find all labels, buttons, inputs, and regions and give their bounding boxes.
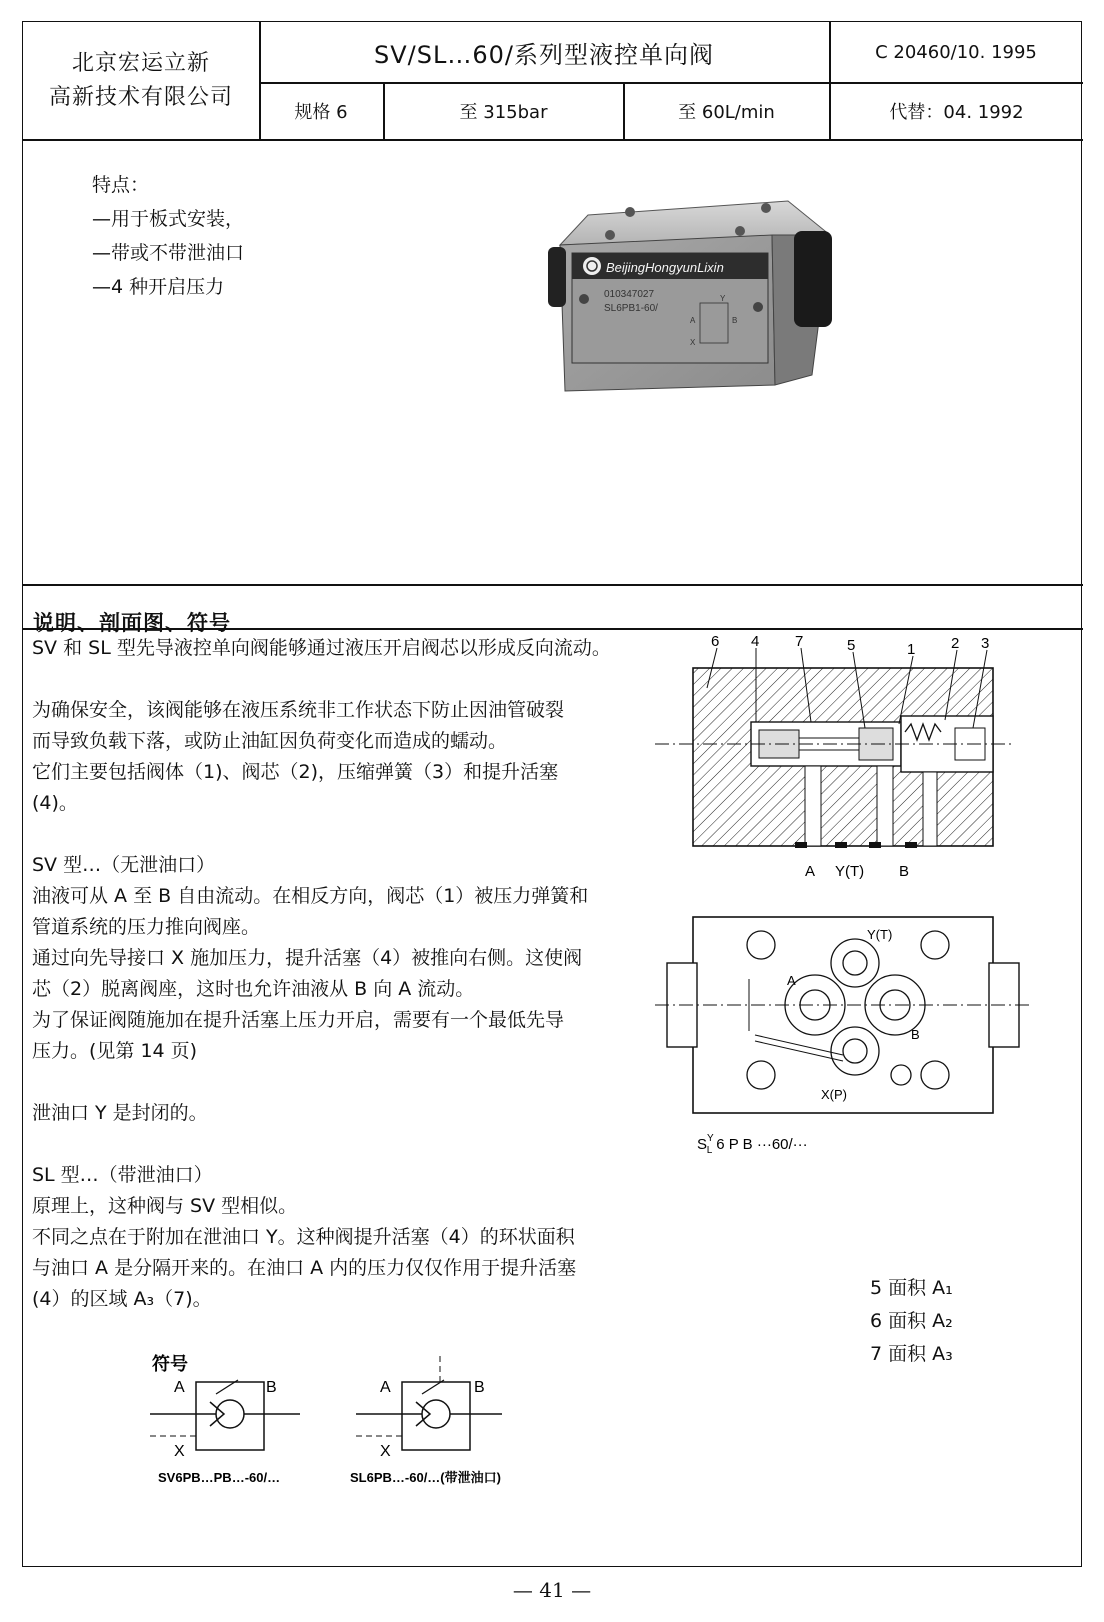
divider <box>23 584 1083 586</box>
feature-item: —带或不带泄油口 <box>92 242 245 264</box>
paragraph-line: 通过向先导接口 X 施加压力，提升活塞（4）被推向右侧。这使阀 <box>32 947 583 969</box>
hydraulic-symbols <box>140 1350 560 1490</box>
callout-2: 2 <box>951 635 960 652</box>
caption-sub: L <box>706 1145 713 1155</box>
left-symbol-caption: SV6PB…PB…-60/… <box>158 1470 281 1485</box>
left-port-a: A <box>174 1379 185 1396</box>
photo-port-a: A <box>690 316 696 325</box>
port-view-a: A <box>787 973 796 988</box>
callout-3: 3 <box>981 635 990 652</box>
area-item: 5 面积 A₁ <box>870 1277 953 1299</box>
company-line-2: 高新技术有限公司 <box>48 84 233 110</box>
company-line-1: 北京宏运立新 <box>71 50 210 76</box>
caption-sup: Y <box>707 1133 714 1144</box>
port-view-y: Y(T) <box>867 927 893 942</box>
photo-port-x: X <box>690 338 696 347</box>
paragraph-line: 原理上，这种阀与 SV 型相似。 <box>32 1195 298 1217</box>
port-view-x: X(P) <box>821 1087 847 1102</box>
description-text <box>32 633 672 1315</box>
caption-base: S <box>697 1136 708 1153</box>
port-y-label: Y(T) <box>835 863 865 880</box>
product-photo <box>540 195 850 395</box>
paragraph-line: (4）的区域 A₃（7)。 <box>32 1288 212 1310</box>
right-port-a: A <box>380 1379 391 1396</box>
spec-pressure: 至 315bar <box>459 101 548 123</box>
replaces-date: 代替：04. 1992 <box>889 101 1024 123</box>
sectional-drawing <box>655 632 1035 892</box>
area-item: 7 面积 A₃ <box>870 1343 953 1365</box>
right-symbol-caption: SL6PB…-60/…(带泄油口) <box>350 1470 501 1485</box>
paragraph-line: 管道系统的压力推向阀座。 <box>32 916 261 938</box>
port-a-label: A <box>805 863 816 880</box>
paragraph-line: 为了保证阀随施加在提升活塞上压力开启，需要有一个最低先导 <box>32 1009 565 1031</box>
page-number: — 41 — <box>512 1578 592 1602</box>
paragraph-line: 为确保安全，该阀能够在液压系统非工作状态下防止因油管破裂 <box>32 699 565 721</box>
right-port-b: B <box>474 1379 485 1396</box>
section-title: 说明、剖面图、符号 <box>33 611 231 635</box>
paragraph-line: SL 型…（带泄油口） <box>32 1164 213 1186</box>
paragraph-line: (4)。 <box>32 792 78 814</box>
port-view-caption <box>697 1133 808 1155</box>
model-label: SL6PB1-60/ <box>604 303 658 314</box>
callout-5: 5 <box>847 637 856 654</box>
paragraph-line: 它们主要包括阀体（1)、阀芯（2)，压缩弹簧（3）和提升活塞 <box>32 761 559 783</box>
left-port-x: X <box>174 1443 185 1460</box>
paragraph-line: 不同之点在于附加在泄油口 Y。这种阀提升活塞（4）的环状面积 <box>32 1226 575 1248</box>
callout-4: 4 <box>751 633 760 650</box>
page-title: SV/SL…60/系列型液控单向阀 <box>374 40 714 69</box>
paragraph-line: 与油口 A 是分隔开来的。在油口 A 内的压力仅仅作用于提升活塞 <box>32 1257 577 1279</box>
port-view-drawing <box>655 905 1035 1155</box>
callout-1: 1 <box>907 641 916 658</box>
spec-flow: 至 60L/min <box>678 101 775 123</box>
left-port-b: B <box>266 1379 277 1396</box>
callout-7: 7 <box>795 633 804 650</box>
area-legend <box>870 1272 953 1371</box>
paragraph-line: SV 和 SL 型先导液控单向阀能够通过液压开启阀芯以形成反向流动。 <box>32 637 611 659</box>
feature-item: —用于板式安装， <box>92 208 245 230</box>
features-heading: 特点： <box>92 174 150 196</box>
photo-port-b: B <box>732 316 738 325</box>
paragraph-line: 而导致负载下落，或防止油缸因负荷变化而造成的蠕动。 <box>32 730 508 752</box>
spec-size: 规格 6 <box>294 101 348 123</box>
callout-6: 6 <box>711 633 720 650</box>
area-item: 6 面积 A₂ <box>870 1310 953 1332</box>
brand-label: BeijingHongyunLixin <box>606 260 724 275</box>
photo-port-y: Y <box>720 294 726 303</box>
paragraph-line: 泄油口 Y 是封闭的。 <box>32 1102 208 1124</box>
company-name <box>23 22 259 139</box>
paragraph-line: 芯（2）脱离阀座，这时也允许油液从 B 向 A 流动。 <box>32 978 475 1000</box>
features-list <box>92 168 244 304</box>
caption-rest: 6 P B ···60/··· <box>716 1136 808 1153</box>
port-view-b: B <box>911 1027 920 1042</box>
symbols-heading: 符号 <box>152 1354 188 1374</box>
feature-item: —4 种开启压力 <box>92 276 225 298</box>
right-port-x: X <box>380 1443 391 1460</box>
paragraph-line: SV 型…（无泄油口） <box>32 854 216 876</box>
divider <box>23 139 1083 141</box>
document-number: C 20460/10. 1995 <box>875 41 1037 63</box>
port-b-label: B <box>899 863 910 880</box>
serial-label: 010347027 <box>604 289 655 300</box>
paragraph-line: 压力。(见第 14 页) <box>32 1040 198 1062</box>
paragraph-line: 油液可从 A 至 B 自由流动。在相反方向，阀芯（1）被压力弹簧和 <box>32 885 589 907</box>
